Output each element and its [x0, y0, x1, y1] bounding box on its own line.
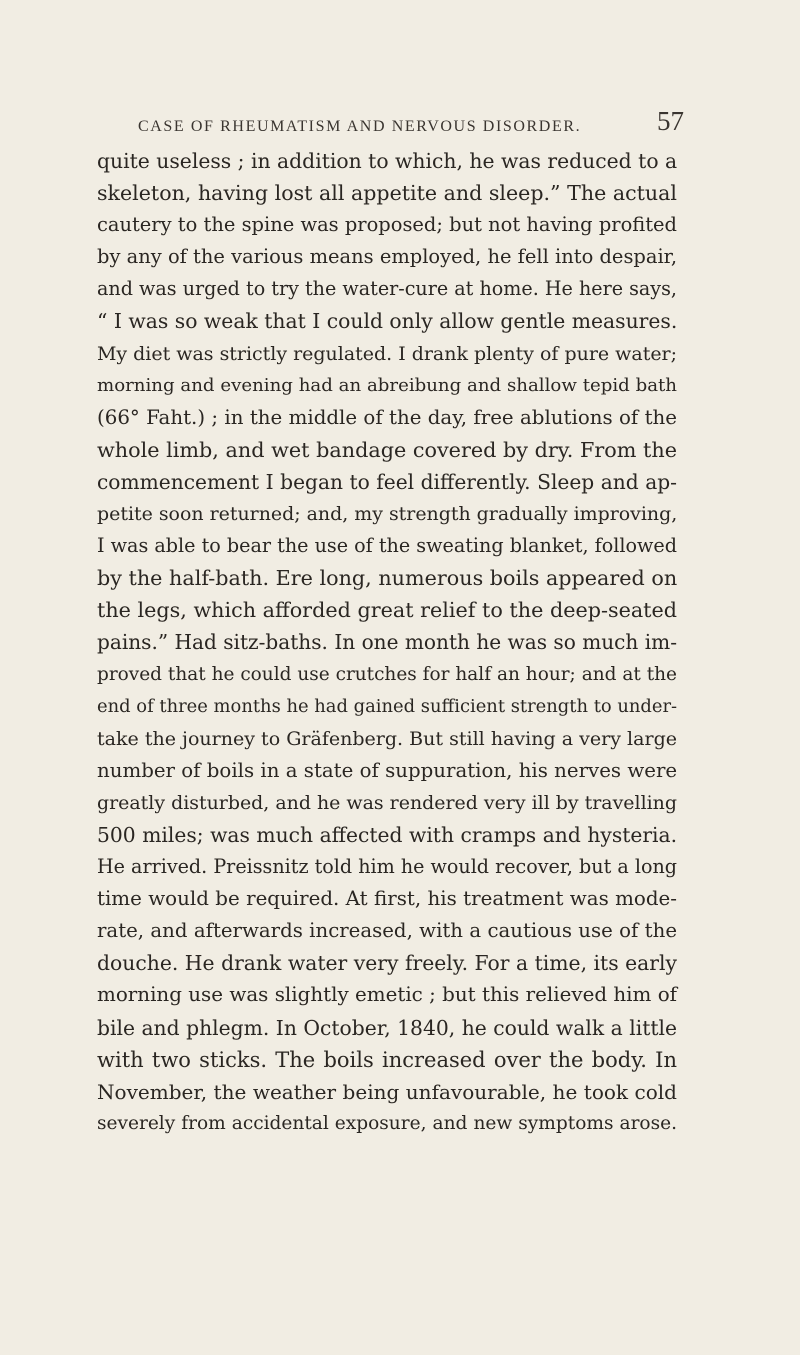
page-number: 57: [657, 106, 684, 136]
text-line: quite useless ; in addition to which, he was reduced to a: [97, 149, 678, 173]
body-text: [97, 145, 677, 1140]
text-line: the legs, which afforded great relief to the deep-seated: [97, 598, 677, 623]
text-line: by the half-bath. Ere long, numerous boils appeared on: [97, 566, 678, 591]
text-line: whole limb, and wet bandage covered by dry. From the: [97, 437, 677, 462]
text-line: number of boils in a state of suppuration, his nerves were: [97, 758, 678, 782]
text-line: pains.” Had sitz-baths. In one month he was so much im-: [97, 630, 677, 655]
text-line: commencement I began to feel differently. Sleep and ap-: [97, 469, 677, 494]
text-line: morning and evening had an abreibung and shallow tepid bath: [97, 374, 677, 396]
text-line: (66° Faht.) ; in the middle of the day, free ablutions of the: [97, 405, 677, 429]
text-line: November, the weather being unfavourable, he took cold: [97, 1079, 677, 1104]
text-line: end of three months he had gained sufficient strength to under-: [97, 695, 678, 717]
text-line: My diet was strictly regulated. I drank plenty of pure water;: [97, 342, 678, 365]
text-line: severely from accidental exposure, and new symptoms arose.: [97, 1112, 677, 1134]
text-line: morning use was slightly emetic ; but this relieved him of: [97, 983, 677, 1007]
text-line: greatly disturbed, and he was rendered very ill by travelling: [97, 791, 677, 814]
text-line: He arrived. Preissnitz told him he would recover, but a long: [97, 855, 677, 879]
text-line: cautery to the spine was proposed; but not having profited: [97, 213, 677, 237]
text-line: 500 miles; was much affected with cramps and hysteria.: [97, 822, 677, 847]
text-line: by any of the various means employed, he fell into despair,: [97, 245, 677, 269]
text-line: time would be required. At first, his treatment was mode-: [97, 887, 677, 911]
text-line: “ I was so weak that I could only allow gentle measures.: [97, 309, 678, 334]
text-line: bile and phlegm. In October, 1840, he could walk a little: [97, 1015, 677, 1040]
text-line: skeleton, having lost all appetite and sleep.” The actual: [97, 181, 677, 206]
text-line: and was urged to try the water-cure at home. He here says,: [97, 277, 677, 301]
text-line: rate, and afterwards increased, with a cautious use of the: [97, 919, 677, 943]
text-line: with two sticks. The boils increased over the body. In: [97, 1047, 677, 1072]
text-line: petite soon returned; and, my strength gradually improving,: [97, 503, 678, 526]
running-head: CASE OF RHEUMATISM AND NERVOUS DISORDER.: [138, 118, 582, 135]
text-line: proved that he could use crutches for half an hour; and at the: [97, 663, 677, 685]
text-line: I was able to bear the use of the sweating blanket, followed: [97, 534, 677, 558]
text-line: douche. He drank water very freely. For a time, its early: [97, 951, 677, 976]
text-line: take the journey to Gräfenberg. But still having a very large: [97, 727, 677, 750]
